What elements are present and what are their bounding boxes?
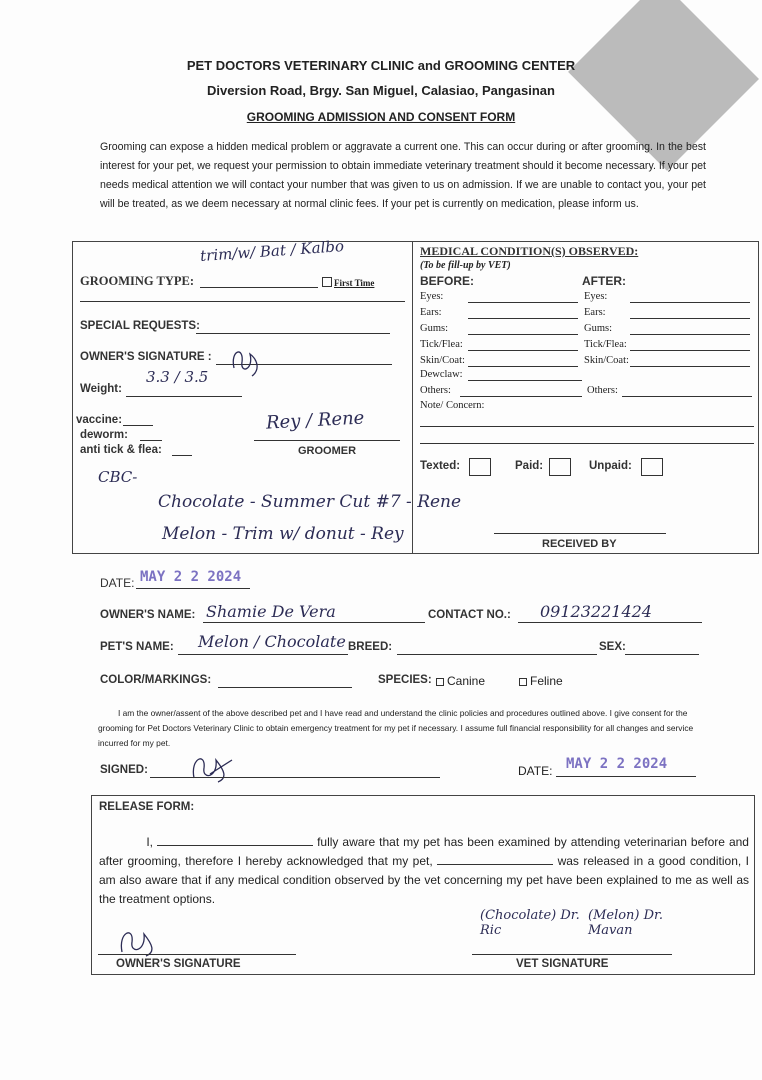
med-after-label-2: Gums:: [584, 323, 613, 334]
owner-name-line: [203, 622, 425, 623]
texted-label: Texted:: [420, 460, 461, 472]
owner-signature-label: OWNER'S SIGNATURE :: [80, 351, 212, 363]
med-before-line-1: [468, 318, 578, 319]
cbc-note: CBC-: [98, 468, 138, 486]
med-before-label-2: Gums:: [420, 323, 449, 334]
color-markings-label: COLOR/MARKINGS:: [100, 674, 212, 686]
pet-name-line: [178, 654, 348, 655]
unpaid-label: Unpaid:: [589, 460, 632, 472]
pet-name-value: Melon / Chocolate: [198, 632, 346, 651]
weight-label: Weight:: [80, 383, 122, 395]
owner-name-label: OWNER'S NAME:: [100, 609, 196, 621]
breed-line: [397, 654, 597, 655]
signed-signature-scribble: [188, 748, 238, 784]
texted-checkbox[interactable]: [469, 458, 491, 476]
note-line-1: [420, 426, 754, 427]
canine-label: Canine: [447, 674, 486, 688]
medical-title: MEDICAL CONDITION(S) OBSERVED:: [420, 244, 639, 258]
med-before-label-0: Eyes:: [420, 291, 444, 302]
after-label: AFTER:: [582, 274, 626, 288]
med-after-label-0: Eyes:: [584, 291, 608, 302]
med-after-line-0: [630, 302, 750, 303]
others-before-label: Others:: [420, 385, 451, 396]
release-pet-line: [437, 854, 553, 865]
tick-flea-line: [172, 455, 192, 456]
vet-signature-line: [472, 954, 672, 955]
vet-note-2: (Melon) Dr. Mavan: [588, 908, 663, 938]
grooming-extra-line: [80, 301, 405, 302]
intro-paragraph: Grooming can expose a hidden medical problem or aggravate a current one. This can occur during or after grooming. In the best interest for your pet, we request your permission to obtain immediate veterinary treatment should it become necessary. If your pet needs medical attention we will contact your number that was given to us on admission. If we are unable to contact you, your pet will be treated, as we deem necessary at normal clinic fees. If your pet is currently on medication, please inform us.: [100, 141, 706, 210]
clinic-name: PET DOCTORS VETERINARY CLINIC and GROOMING CENTER: [186, 58, 576, 73]
vaccine-line: [123, 425, 153, 426]
paid-label: Paid:: [515, 460, 544, 472]
contact-label: CONTACT NO.:: [428, 609, 511, 621]
date-line: [136, 588, 250, 589]
dewclaw-label: Dewclaw:: [420, 369, 463, 380]
vet-note-1: (Chocolate) Dr. Ric: [480, 908, 580, 938]
med-before-label-1: Ears:: [420, 307, 442, 318]
release-text-part2: fully aware that my pet has been examined by attending veterinarian before and after grooming, therefore I hereby acknowledged that my pet,: [99, 835, 749, 868]
first-time-checkbox[interactable]: [322, 277, 332, 287]
grooming-type-label: GROOMING TYPE:: [80, 274, 195, 288]
paid-checkbox[interactable]: [549, 458, 571, 476]
release-text-part1: I,: [146, 835, 153, 849]
deworm-label: deworm:: [80, 429, 128, 441]
vet-signature-label: VET SIGNATURE: [516, 958, 609, 970]
color-markings-line: [218, 687, 352, 688]
feline-label: Feline: [530, 674, 563, 688]
signed-date-label: DATE:: [518, 764, 553, 778]
med-before-label-3: Tick/Flea:: [420, 339, 463, 350]
species-label: SPECIES:: [378, 674, 432, 686]
med-before-line-2: [468, 334, 578, 335]
groomer-handwriting: Rey / Rene: [265, 407, 365, 434]
weight-line: [126, 396, 242, 397]
grooming-note-1: Chocolate - Summer Cut #7 - Rene: [158, 492, 462, 512]
special-requests-line: [196, 333, 390, 334]
note-concern-label: Note/ Concern:: [420, 400, 485, 411]
sex-label: SEX:: [599, 641, 626, 653]
first-time-label: First Time: [334, 278, 375, 288]
unpaid-checkbox[interactable]: [641, 458, 663, 476]
others-after-line: [622, 396, 752, 397]
vaccine-label: vaccine:: [76, 414, 123, 426]
med-after-line-1: [630, 318, 750, 319]
clinic-address: Diversion Road, Brgy. San Miguel, Calasiao, Pangasinan: [207, 83, 555, 98]
canine-checkbox[interactable]: [436, 678, 444, 686]
medical-subtitle: (To be fill-up by VET): [420, 260, 511, 271]
owner-signature-scribble: [228, 340, 268, 380]
owner-name-value: Shamie De Vera: [206, 602, 336, 621]
contact-value: 09123221424: [540, 602, 652, 621]
med-after-line-3: [630, 350, 750, 351]
pet-name-label: PET'S NAME:: [100, 641, 174, 653]
others-after-label: Others:: [587, 385, 618, 396]
tick-flea-label: anti tick & flea:: [80, 444, 162, 456]
med-after-label-3: Tick/Flea:: [584, 339, 627, 350]
med-before-line-0: [468, 302, 578, 303]
owner-signature-release-label: OWNER'S SIGNATURE: [116, 958, 241, 970]
release-text-part3: was released in a good condition, I am also aware that if any medical condition observed by the vet concerning my pet have been explained to me as well as the treatment options.: [99, 854, 749, 906]
release-paragraph: [99, 833, 749, 909]
med-before-line-4: [468, 366, 578, 367]
release-name-line: [157, 835, 313, 846]
signed-date-line: [556, 776, 696, 777]
date-label: DATE:: [100, 576, 135, 590]
med-after-line-4: [630, 366, 750, 367]
others-before-line: [460, 396, 582, 397]
med-before-label-4: Skin/Coat:: [420, 355, 465, 366]
consent-text: I am the owner/assent of the above described pet and I have read and understand the clinic policies and procedures outlined above. I give consent for the grooming for Pet Doctors Veterinary Clinic to obtain emergency treatment for my pet if necessary. I assume full financial responsibility for all changes and service incurred for my pet.: [98, 708, 694, 748]
med-before-line-3: [468, 350, 578, 351]
breed-label: BREED:: [348, 641, 393, 653]
feline-checkbox[interactable]: [519, 678, 527, 686]
release-title: RELEASE FORM:: [99, 801, 195, 813]
med-after-label-1: Ears:: [584, 307, 606, 318]
med-after-label-4: Skin/Coat:: [584, 355, 629, 366]
med-after-line-2: [630, 334, 750, 335]
form-title: GROOMING ADMISSION AND CONSENT FORM: [246, 110, 516, 124]
date-stamp: MAY 2 2 2024: [140, 569, 242, 585]
before-label: BEFORE:: [420, 274, 474, 288]
contact-line: [518, 622, 702, 623]
release-owner-signature-scribble: [116, 922, 166, 958]
signed-line: [150, 777, 440, 778]
note-line-2: [420, 443, 754, 444]
sex-line: [625, 654, 699, 655]
groomer-line: [254, 440, 400, 441]
owner-signature-release-line: [98, 954, 296, 955]
groomer-label: GROOMER: [298, 445, 357, 457]
grooming-type-handwriting: trim/w/ Bat / Kalbo: [199, 236, 345, 266]
signed-label: SIGNED:: [100, 764, 148, 776]
received-by-label: RECEIVED BY: [542, 538, 617, 550]
grooming-type-line: [200, 287, 318, 288]
dewclaw-line: [468, 380, 582, 381]
signed-date-stamp: MAY 2 2 2024: [566, 756, 668, 772]
grooming-note-2: Melon - Trim w/ donut - Rey: [162, 524, 404, 544]
weight-handwriting: 3.3 / 3.5: [146, 368, 209, 386]
received-by-line: [494, 533, 666, 534]
special-requests-label: SPECIAL REQUESTS:: [80, 320, 200, 332]
deworm-line: [140, 440, 162, 441]
